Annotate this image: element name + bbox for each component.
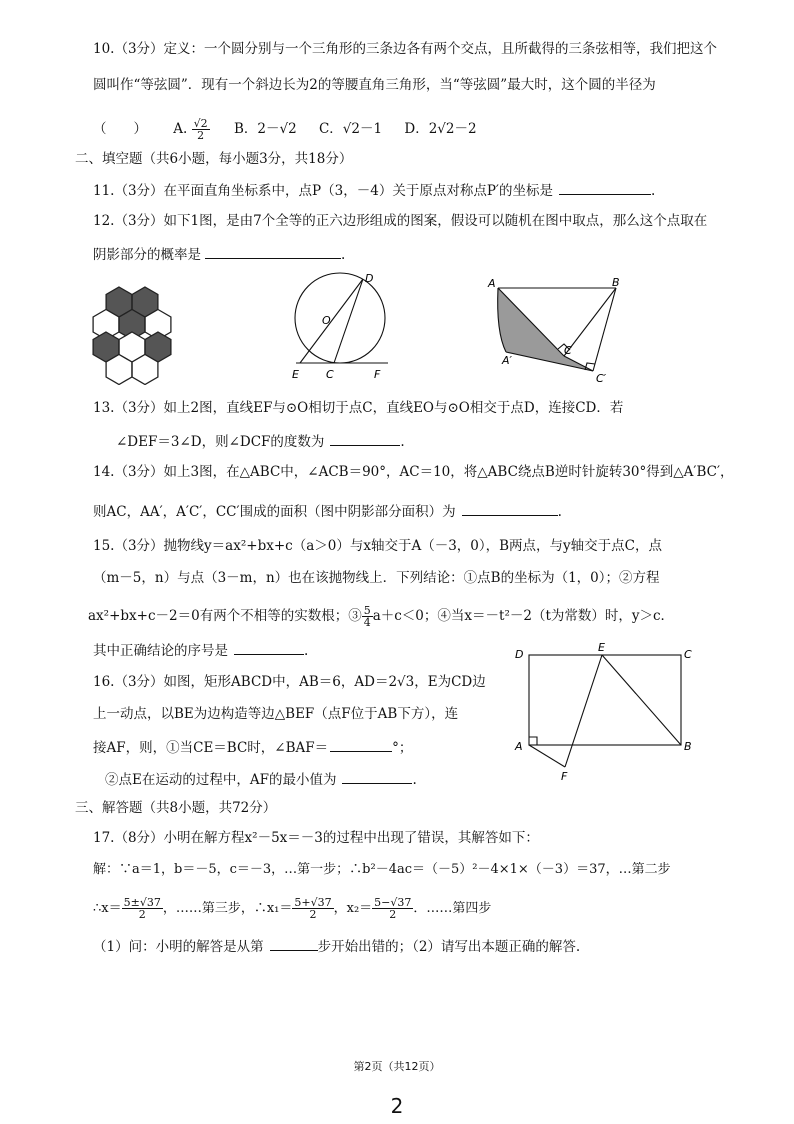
page-number: 2 — [390, 1094, 404, 1118]
q17-line3: ∴x＝ $\frac{5\pm√37}{2}$ ，……第三步，∴x₁＝ $\frac{5+√37}{2}$ ，x₂＝ $\frac{5-√37}{2}$ ．……第四步 — [93, 896, 492, 921]
hexagon — [132, 355, 158, 385]
q15-line3: ax²+bx+c－2＝0有两个不相等的实数根；③ $\frac{5}{4}$ a＋c＜0；④当x＝－t²－2（t为常数）时，y＞c． — [88, 604, 675, 629]
q10-option-a-fraction: $\frac{√2}{2}$ — [193, 117, 208, 142]
section2-heading: 二、填空题（共6小题，每小题3分，共18分） — [75, 151, 353, 167]
q17-line1: 17.（8分）小明在解方程x²－5x＝－3的过程中出现了错误，其解答如下： — [93, 830, 539, 846]
segment-be — [602, 655, 681, 745]
segment-cb — [564, 288, 616, 356]
q16-line1: 16.（3分）如图，矩形ABCD中，AB＝6，AD＝2√3，E为CD边 — [93, 674, 486, 690]
line-cd — [334, 279, 363, 363]
segment-c2b — [593, 288, 616, 371]
q11: 11.（3分）在平面直角坐标系中，点P（3，－4）关于原点对称点P′的坐标是 . — [93, 180, 655, 200]
q10-option-a-label: A. — [173, 121, 188, 137]
q17-line4: （1）问：小明的解答是从第 步开始出错的；（2）请写出本题正确的解答. — [93, 936, 580, 956]
q16-line2: 上一动点，以BE为边构造等边△BEF（点F位于AB下方），连 — [93, 706, 459, 722]
q10-option-c: C．√2－1 — [318, 121, 383, 137]
section3-heading: 三、解答题（共8小题，共72分） — [75, 800, 277, 816]
label-a-prime: A′ — [502, 354, 513, 367]
right-angle-a — [529, 737, 537, 745]
q10-options — [93, 118, 477, 141]
line-ed — [300, 279, 363, 363]
label-b: B — [684, 740, 692, 753]
figure1-hexagons — [88, 285, 192, 385]
q16-line3: 接AF，则，①当CE＝BC时，∠BAF＝ °； — [93, 737, 412, 757]
q15-line2: （m－5，n）与点（3－m，n）也在该抛物线上．下列结论：①点B的坐标为（1，0）；②方程 — [93, 570, 660, 586]
label-c-prime: C′ — [596, 372, 607, 385]
rectangle-abcd — [529, 655, 681, 745]
q12-line2: 阴影部分的概率是 . — [93, 244, 345, 264]
q13-line2: ∠DEF＝3∠D，则∠DCF的度数为 . — [116, 431, 405, 451]
q15-line4: 其中正确结论的序号是 . — [93, 640, 308, 660]
label-e: E — [598, 641, 605, 654]
q12-line1: 12.（3分）如下1图，是由7个全等的正六边形组成的图案，假设可以随机在图中取点，那么这个点取在 — [93, 213, 708, 229]
figure3-rotation — [484, 274, 624, 386]
q17-line2: 解：∵a＝1，b＝－5，c＝－3，…第一步；∴b²－4ac＝（－5）²－4×1×（－3）＝37，…第二步 — [93, 862, 671, 877]
segment-af — [529, 745, 565, 767]
figure2-circle — [282, 270, 394, 386]
q14-line1: 14.（3分）如上3图，在△ABC中，∠ACB＝90°，AC＝10，将△ABC绕点B逆时针旋转30°得到△A′BC′， — [93, 464, 734, 480]
page-footer: 第2页（共12页） — [353, 1060, 441, 1073]
q14-line2: 则AC，AA′，A′C′，CC′围成的面积（图中阴影部分面积）为 . — [93, 501, 562, 521]
hexagon — [106, 355, 132, 385]
label-a: A — [515, 740, 523, 753]
q15-fraction: $\frac{5}{4}$ — [363, 604, 371, 629]
figure16-rectangle — [510, 640, 700, 785]
circle-o — [295, 273, 385, 363]
label-f: F — [561, 770, 568, 783]
label-c: C — [326, 368, 334, 381]
q16-line4: ②点E在运动的过程中，AF的最小值为 . — [105, 769, 417, 789]
label-c: C — [684, 648, 692, 661]
label-e: E — [292, 368, 299, 381]
q13-line1: 13.（3分）如上2图，直线EF与⊙O相切于点C，直线EO与⊙O相交于点D，连接CD．若 — [93, 400, 624, 416]
q10-line1: 10.（3分）定义：一个圆分别与一个三角形的三条边各有两个交点，且所截得的三条弦相等，我们把这个 — [93, 41, 718, 57]
segment-ef — [565, 655, 602, 767]
label-o: O — [322, 314, 331, 327]
q10-line2: 圆叫作“等弦圆”．现有一个斜边长为2的等腰直角三角形，当“等弦圆”最大时，这个圆的半径为 — [93, 77, 656, 93]
label-c: C — [564, 344, 572, 357]
q15-line1: 15.（3分）抛物线y＝ax²+bx+c（a＞0）与x轴交于A（－3，0），B两点，与y轴交于点C，点 — [93, 538, 663, 554]
label-b: B — [612, 276, 620, 289]
q10-option-d: D．2√2－2 — [404, 121, 477, 137]
q10-option-b: B．2－√2 — [233, 121, 297, 137]
label-d: D — [515, 648, 524, 661]
label-f: F — [374, 368, 381, 381]
label-a: A — [488, 277, 496, 290]
q10-paren: （ ） — [93, 121, 147, 137]
label-d: D — [365, 272, 374, 285]
